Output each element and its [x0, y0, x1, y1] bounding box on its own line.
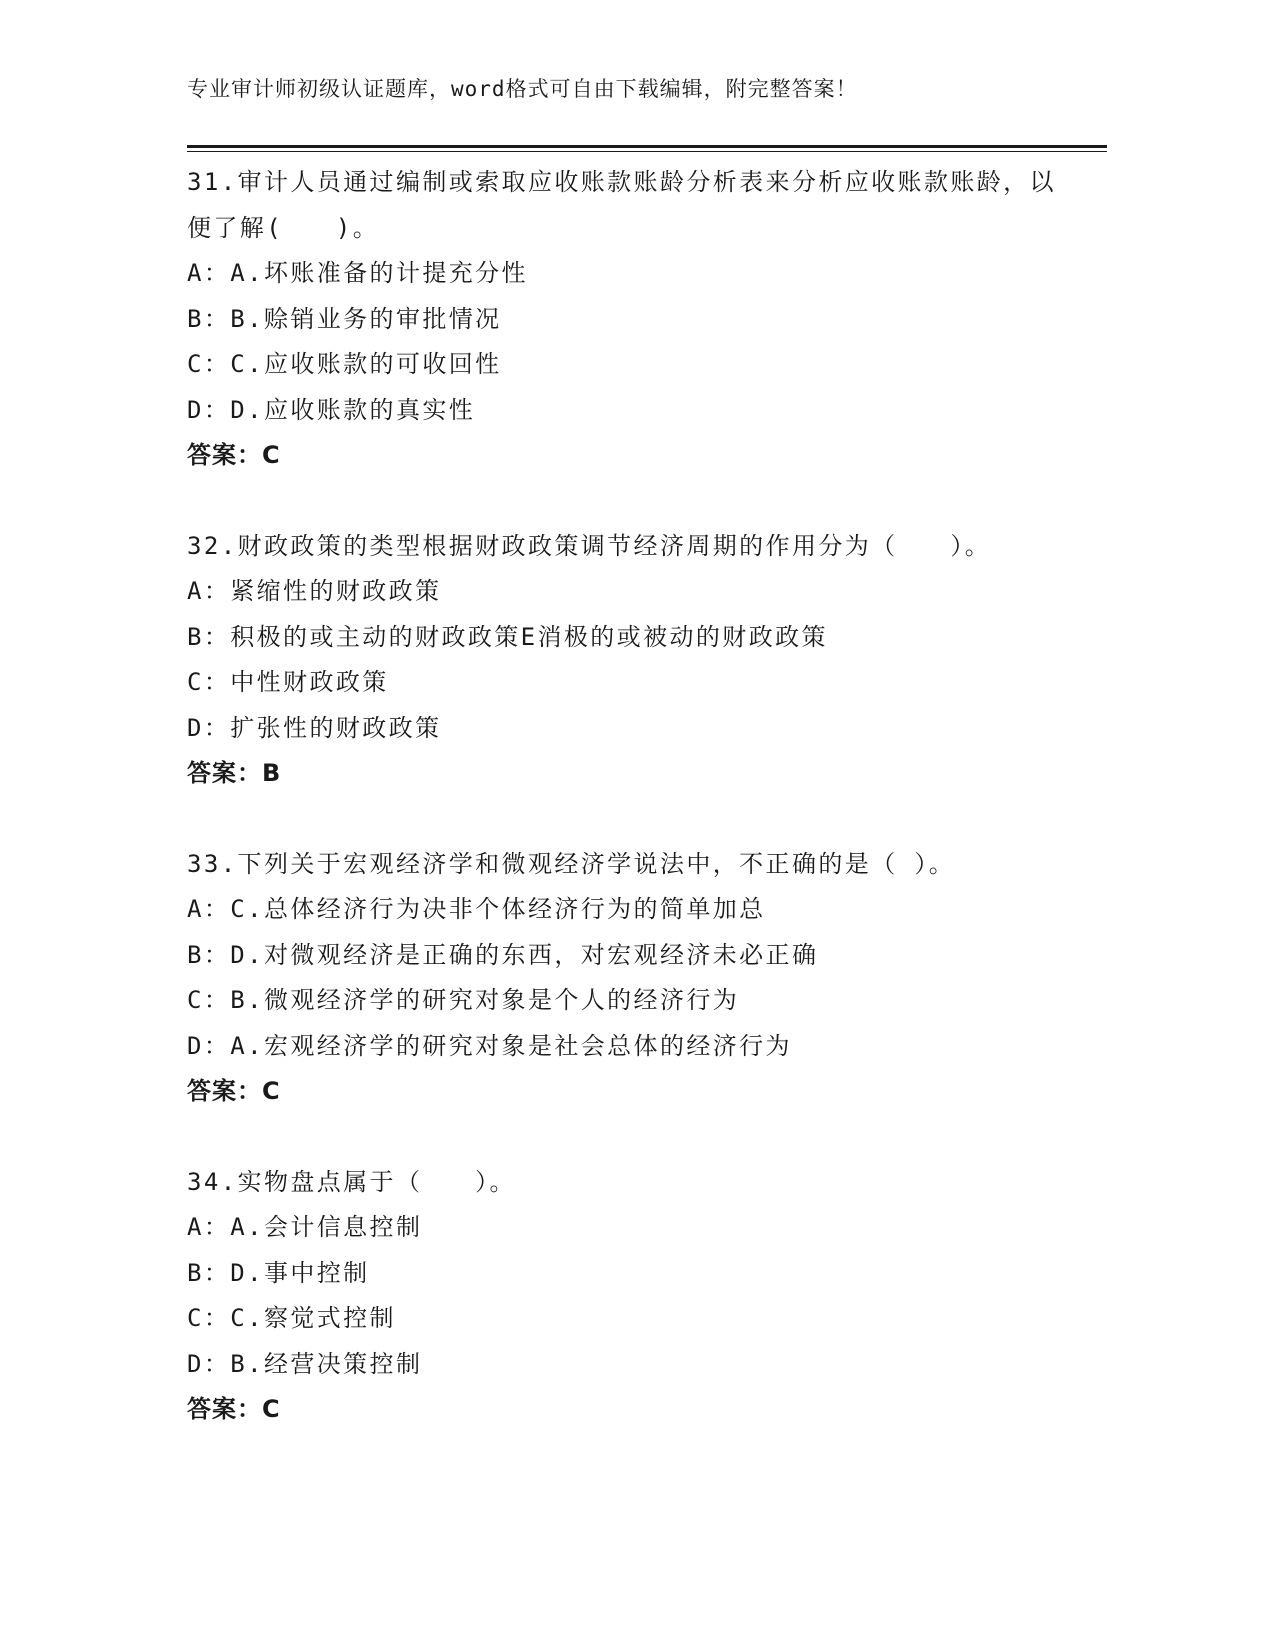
option-c: C：中性财政政策	[187, 668, 389, 696]
question-stem: 34.实物盘点属于（ ）。	[187, 1167, 516, 1196]
option-d: D：扩张性的财政政策	[187, 713, 442, 742]
answer-line: 答案：C	[187, 1395, 281, 1423]
option-c: C：C.察觉式控制	[187, 1304, 396, 1332]
header-rule-thick	[187, 145, 1107, 148]
option-d: D：B.经营决策控制	[187, 1349, 423, 1378]
question-34	[187, 1160, 1107, 1433]
question-stem: 33.下列关于宏观经济学和微观经济学说法中，不正确的是（ ）。	[187, 849, 956, 878]
option-c: C：B.微观经济学的研究对象是个人的经济行为	[187, 986, 740, 1014]
option-a: A：A.坏账准备的计提充分性	[187, 259, 528, 287]
question-33	[187, 842, 1107, 1115]
option-c: C：C.应收账款的可收回性	[187, 350, 502, 378]
question-stem: 31.审计人员通过编制或索取应收账款账龄分析表来分析应收账款账龄，以便了解( )。	[187, 168, 1056, 242]
option-a: A：紧缩性的财政政策	[187, 577, 442, 605]
question-32	[187, 524, 1107, 797]
option-b: B：积极的或主动的财政政策E消极的或被动的财政政策	[187, 622, 828, 651]
page-header: 专业审计师初级认证题库，word格式可自由下载编辑，附完整答案！	[187, 77, 858, 101]
question-list	[187, 160, 1107, 1433]
question-stem: 32.财政政策的类型根据财政政策调节经济周期的作用分为（ ）。	[187, 531, 992, 560]
option-b: B：D.对微观经济是正确的东西，对宏观经济未必正确	[187, 940, 819, 969]
answer-line: 答案：C	[187, 1077, 281, 1105]
option-a: A：A.会计信息控制	[187, 1213, 423, 1241]
answer-line: 答案：C	[187, 441, 281, 469]
header-rule-thin	[187, 151, 1107, 152]
option-d: D：D.应收账款的真实性	[187, 395, 476, 424]
option-a: A：C.总体经济行为决非个体经济行为的简单加总	[187, 895, 766, 923]
question-31	[187, 160, 1107, 479]
option-b: B：D.事中控制	[187, 1258, 370, 1287]
answer-line: 答案：B	[187, 759, 282, 787]
option-d: D：A.宏观经济学的研究对象是社会总体的经济行为	[187, 1031, 792, 1060]
option-b: B：B.赊销业务的审批情况	[187, 304, 502, 333]
